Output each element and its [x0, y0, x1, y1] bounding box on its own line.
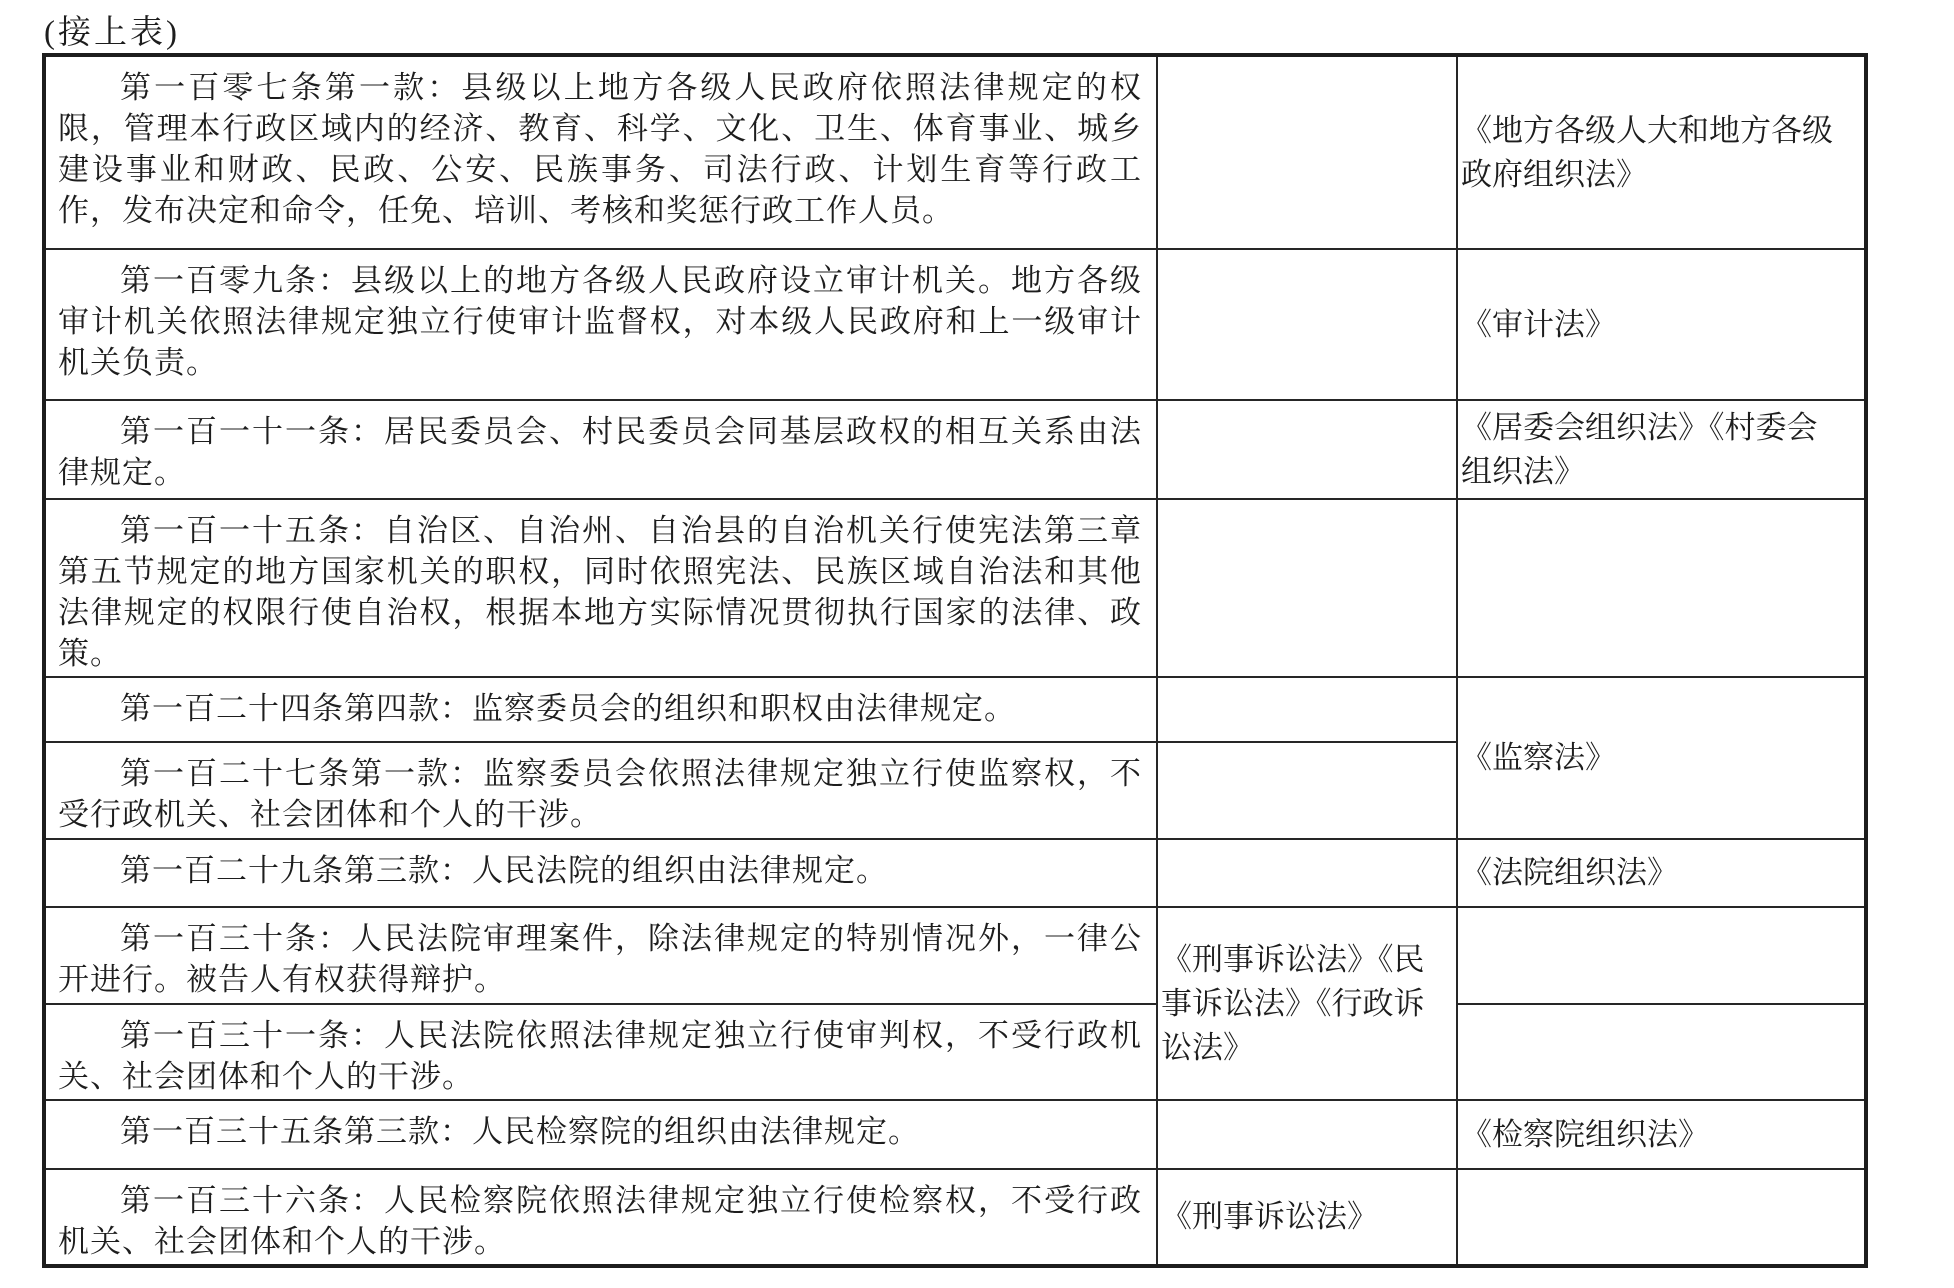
- article-cell: [44, 742, 1157, 839]
- related-law-cell: [1457, 907, 1866, 1004]
- related-law-cell: 《地方各级人大和地方各级政府组织法》: [1457, 55, 1866, 249]
- related-law-cell-merged: 《监察法》: [1457, 677, 1866, 839]
- related-law-cell: [1457, 499, 1866, 677]
- article-cell: [44, 1169, 1157, 1266]
- article-cell: [44, 677, 1157, 742]
- procedural-law-cell: [1157, 839, 1457, 907]
- procedural-law-cell: [1157, 499, 1457, 677]
- article-cell: [44, 907, 1157, 1004]
- article-text: 第一百三十条：人民法院审理案件，除法律规定的特别情况外，一律公开进行。被告人有权获得辩护。: [58, 921, 1142, 997]
- procedural-law-cell: [1157, 249, 1457, 400]
- article-text: 第一百二十七条第一款：监察委员会依照法律规定独立行使监察权，不受行政机关、社会团体和个人的干涉。: [58, 756, 1142, 832]
- table-row: [44, 677, 1866, 742]
- table-row: [44, 839, 1866, 907]
- related-law-cell: 《法院组织法》: [1457, 839, 1866, 907]
- table-row: [44, 1100, 1866, 1169]
- table-row: [44, 1004, 1866, 1100]
- article-text: 第一百一十一条：居民委员会、村民委员会同基层政权的相互关系由法律规定。: [58, 414, 1142, 490]
- related-law-cell: [1457, 1169, 1866, 1266]
- article-text: 第一百二十四条第四款：监察委员会的组织和职权由法律规定。: [120, 691, 1016, 726]
- article-text: 第一百零七条第一款：县级以上地方各级人民政府依照法律规定的权限，管理本行政区域内的经济、教育、科学、文化、卫生、体育事业、城乡建设事业和财政、民政、公安、民族事务、司法行政、计划生育等行政工作，发布决定和命令，任免、培训、考核和奖惩行政工作人员。: [58, 70, 1142, 228]
- table-row: [44, 499, 1866, 677]
- procedural-law-cell: [1157, 55, 1457, 249]
- article-text: 第一百三十一条：人民法院依照法律规定独立行使审判权，不受行政机关、社会团体和个人的干涉。: [58, 1018, 1142, 1094]
- procedural-law-cell: [1157, 400, 1457, 499]
- article-cell: [44, 400, 1157, 499]
- article-cell: [44, 249, 1157, 400]
- article-cell: [44, 1004, 1157, 1100]
- procedural-law-cell-merged: 《刑事诉讼法》《民事诉讼法》《行政诉讼法》: [1157, 907, 1457, 1100]
- article-cell: [44, 1100, 1157, 1169]
- article-text: 第一百零九条：县级以上的地方各级人民政府设立审计机关。地方各级审计机关依照法律规定独立行使审计监督权，对本级人民政府和上一级审计机关负责。: [58, 263, 1142, 380]
- related-law-cell: 《居委会组织法》《村委会组织法》: [1457, 400, 1866, 499]
- related-law-cell: 《审计法》: [1457, 249, 1866, 400]
- table-row: [44, 249, 1866, 400]
- article-text: 第一百三十六条：人民检察院依照法律规定独立行使检察权，不受行政机关、社会团体和个人的干涉。: [58, 1183, 1142, 1259]
- article-text: 第一百二十九条第三款：人民法院的组织由法律规定。: [120, 853, 888, 888]
- related-law-cell: [1457, 1004, 1866, 1100]
- article-cell: [44, 499, 1157, 677]
- related-law-cell: 《检察院组织法》: [1457, 1100, 1866, 1169]
- table-row: [44, 907, 1866, 1004]
- constitution-law-table: [42, 53, 1868, 1268]
- procedural-law-cell: [1157, 1100, 1457, 1169]
- continuation-note: (接上表): [44, 15, 180, 51]
- table-row: [44, 55, 1866, 249]
- procedural-law-cell: 《刑事诉讼法》: [1157, 1169, 1457, 1266]
- article-cell: [44, 55, 1157, 249]
- table-row: [44, 1169, 1866, 1266]
- table-row: [44, 400, 1866, 499]
- procedural-law-cell: [1157, 677, 1457, 742]
- procedural-law-cell: [1157, 742, 1457, 839]
- article-text: 第一百一十五条：自治区、自治州、自治县的自治机关行使宪法第三章第五节规定的地方国家机关的职权，同时依照宪法、民族区域自治法和其他法律规定的权限行使自治权，根据本地方实际情况贯彻执行国家的法律、政策。: [58, 513, 1142, 671]
- article-text: 第一百三十五条第三款：人民检察院的组织由法律规定。: [120, 1114, 920, 1149]
- article-cell: [44, 839, 1157, 907]
